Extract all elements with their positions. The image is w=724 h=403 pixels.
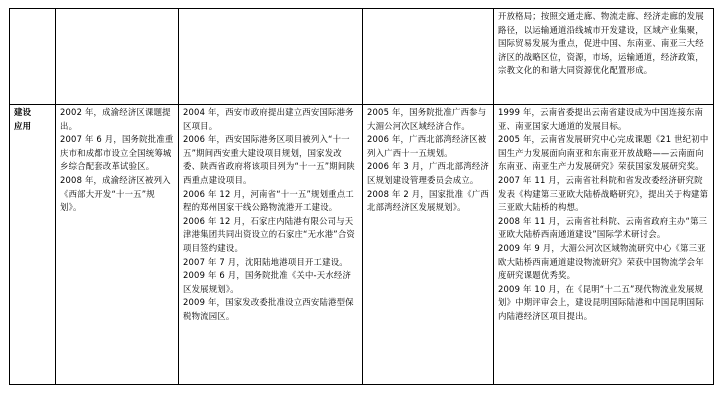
table-row-continuation: [10, 9, 714, 105]
paragraph: 2002 年，成渝经济区课题提出。: [60, 107, 171, 131]
paragraph: 2007 年 11 月，云南省社科院和省发改委经济研究院发表《构建第三亚欧大陆桥战略研究》，提出关于构建第三亚欧大陆桥的构想。: [498, 174, 709, 213]
paragraph: 2008 年 11 月，云南省社科院、云南省政府主办“第三亚欧大陆桥西南通道建设”国际学术研讨会。: [498, 215, 708, 240]
paragraph: 2006 年，西安国际港务区项目被列入“十一五”期间西安重大建设项目规划，国家发改委、陕西省政府将该项目列为“十一五”期间陕西重点建设项目。: [183, 134, 356, 185]
chengyu-cell: [56, 105, 179, 385]
kunming-cell: [494, 105, 714, 385]
row-header-line: 应用: [14, 120, 32, 131]
paragraph: 2005 年，云南省发展研究中心完成课题《21 世纪初中国生产力发展面向南亚和东南亚开放战略——云南面向东南亚、南亚生产力发展研究》荣获国家发展研究奖。: [498, 134, 709, 172]
paragraph: 2009 年 6 月，国务院批准《关中-天水经济区发展规划》。: [183, 270, 352, 294]
paragraph: 2009 年 10 月，在《昆明“十二五”现代物流业发展规划》中期评审会上，建设昆明国际陆港和中国昆明国际内陆港经济区项目提出。: [498, 283, 704, 321]
paragraph: 2009 年，国家发改委批准设立西安陆港型保税物流园区。: [183, 297, 354, 321]
paragraph: 2008 年，成渝经济区被列入《西部大开发“十一五”规划》。: [60, 174, 171, 213]
paragraph: 2009 年 9 月，大湄公河次区域物流研究中心《第三亚欧大陆桥西南通道建设物流研究》荣获中国物流学会年度研究课题优秀奖。: [498, 242, 706, 281]
empty-cell: [10, 9, 56, 105]
empty-cell: [363, 9, 494, 105]
paragraph: 2006 年 3 月，广西北部湾经济区规划建设管理委员会成立。: [367, 161, 489, 185]
paragraph: 开放格局；按照交通走廊、物流走廊、经济走廊的发展路径，以运输通道沿线城市开发建设，区域产业集聚，国际贸易发展为重点，促进中国、东南亚、南亚三大经济区的战略区位，资源，市场，运输通道，经济政策，宗教文化的和谐大同资源优化配置形成。: [498, 11, 704, 76]
paragraph: 2004 年，西安市政府提出建立西安国际港务区项目。: [183, 107, 354, 131]
beibu-gulf-cell: [363, 105, 494, 385]
kunming-continuation-cell: [494, 9, 714, 105]
empty-cell: [56, 9, 179, 105]
paragraph: 2008 年 2 月，国家批准《广西北部湾经济区发展规划》。: [367, 188, 489, 213]
paragraph: 2006 年 12 月，石家庄内陆港有限公司与天津港集团共同出资设立的石家庄“无水港”合资项目签约建设。: [183, 215, 356, 253]
table-row-construction: [10, 105, 714, 385]
empty-cell: [179, 9, 363, 105]
row-header-line: 建设: [14, 107, 32, 117]
paragraph: 2007 年 7 月，沈阳陆地港项目开工建设。: [183, 256, 348, 267]
paragraph: 2005 年，国务院批准广西参与大湄公河次区域经济合作。: [367, 107, 487, 131]
paragraph: 2006 年，广西北部湾经济区被列入广西十一五规划。: [367, 134, 487, 158]
paragraph: 2006 年 12 月，河南省“十一五”规划重点工程的郑州国家干线公路物流港开工建设。: [183, 188, 354, 213]
xian-port-cell: [179, 105, 363, 385]
paragraph: 1999 年，云南省委提出云南省建设成为中国连接东南亚、南亚国家大通道的发展目标。: [498, 107, 704, 131]
development-table: [9, 8, 714, 385]
paragraph: 2007 年 6 月，国务院批准重庆市和成都市设立全国统筹城乡综合配套改革试验区。: [60, 134, 174, 172]
row-header-construction: [10, 105, 56, 385]
